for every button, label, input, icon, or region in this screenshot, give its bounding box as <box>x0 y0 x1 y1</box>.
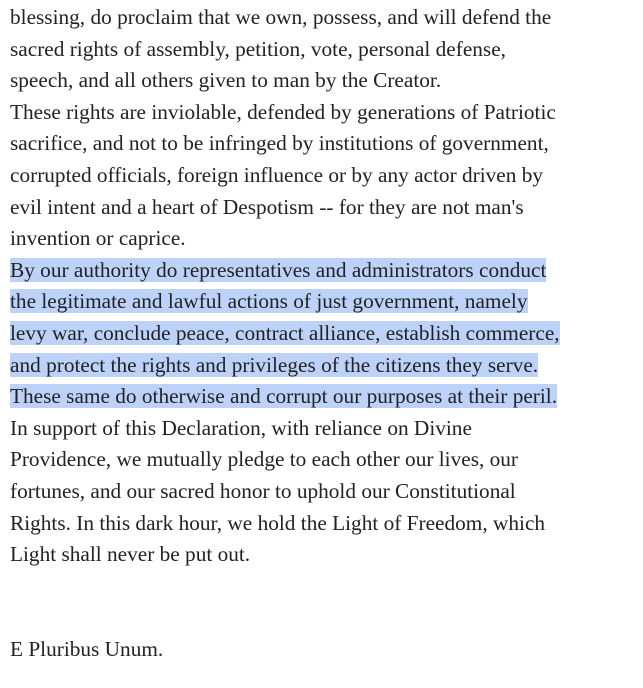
text-line: Providence, we mutually pledge to each other our lives, our <box>10 447 519 472</box>
text-line: blessing, do proclaim that we own, possess, and will defend the <box>10 5 552 29</box>
text-line: In support of this Declaration, with reliance on Divine <box>10 415 472 440</box>
text-line: sacrifice, and not to be infringed by institutions of government, <box>10 131 549 156</box>
selected-text[interactable]: levy war, conclude peace, contract alliance, establish commerce, <box>10 320 560 345</box>
text-line: fortunes, and our sacred honor to uphold our Constitutional <box>10 478 516 503</box>
text-line-wrap <box>10 381 640 413</box>
paragraph-inviolable-rights <box>10 97 640 255</box>
text-line: Light shall never be put out. <box>10 542 251 567</box>
selected-text[interactable]: These same do otherwise and corrupt our purposes at their peril. <box>10 384 558 409</box>
text-line-wrap <box>10 286 640 318</box>
paragraph-pledge <box>10 413 640 571</box>
text-line: corrupted officials, foreign influence or by any actor driven by <box>10 162 544 187</box>
paragraph-rights-proclamation <box>10 2 640 97</box>
selected-text[interactable]: and protect the rights and privileges of the citizens they serve. <box>10 352 539 377</box>
closing-motto: E Pluribus Unum. <box>10 636 164 661</box>
text-line-wrap <box>10 350 640 382</box>
text-line: Rights. In this dark hour, we hold the Light of Freedom, which <box>10 510 546 535</box>
text-line: These rights are inviolable, defended by generations of Patriotic <box>10 99 556 124</box>
selected-text[interactable]: By our authority do representatives and administrators conduct <box>10 257 547 282</box>
paragraph-authority-selected[interactable] <box>10 255 640 413</box>
text-line: evil intent and a heart of Despotism -- for they are not man's <box>10 194 524 219</box>
text-line: speech, and all others given to man by the Creator. <box>10 68 442 93</box>
text-line-wrap <box>10 318 640 350</box>
document-body <box>10 2 640 665</box>
text-line: invention or caprice. <box>10 226 186 251</box>
text-line: sacred rights of assembly, petition, vote, personal defense, <box>10 36 506 61</box>
text-line-wrap <box>10 255 640 287</box>
spacer <box>10 571 640 634</box>
selected-text[interactable]: the legitimate and lawful actions of just government, namely <box>10 289 528 314</box>
